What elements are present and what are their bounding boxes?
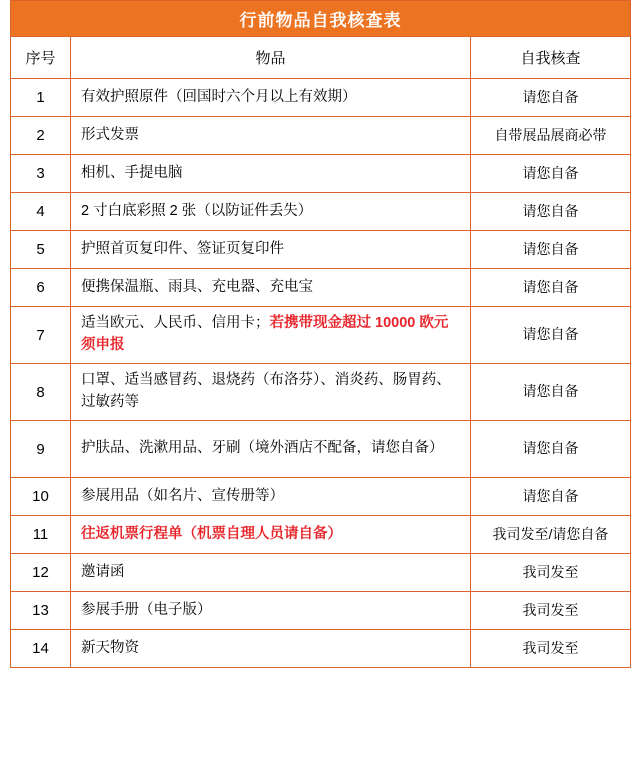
row-item	[71, 79, 471, 117]
row-check: 自带展品展商必带	[471, 117, 631, 155]
row-item	[71, 421, 471, 478]
row-item	[71, 193, 471, 231]
row-item-text: 相机、手提电脑	[81, 164, 183, 181]
table-row	[11, 554, 631, 592]
row-item	[71, 554, 471, 592]
row-number: 2	[11, 117, 71, 155]
table-row	[11, 155, 631, 193]
table-row	[11, 79, 631, 117]
row-check: 请您自备	[471, 79, 631, 117]
table-row	[11, 117, 631, 155]
checklist-table	[10, 0, 631, 668]
row-item-text: 参展用品（如名片、宣传册等）	[81, 487, 284, 504]
row-item-text: 邀请函	[81, 563, 125, 580]
row-item	[71, 307, 471, 364]
row-item	[71, 630, 471, 668]
row-item	[71, 117, 471, 155]
table-title-row	[11, 1, 631, 37]
table-row	[11, 364, 631, 421]
row-item	[71, 516, 471, 554]
table-row	[11, 269, 631, 307]
row-check: 我司发至	[471, 630, 631, 668]
table-row	[11, 421, 631, 478]
row-item-text: 口罩、适当感冒药、退烧药（布洛芬）、消炎药、肠胃药、过敏药等	[81, 372, 451, 410]
column-header-no: 序号	[11, 37, 71, 79]
row-check: 请您自备	[471, 155, 631, 193]
row-number: 4	[11, 193, 71, 231]
row-number: 10	[11, 478, 71, 516]
table-row	[11, 516, 631, 554]
row-check: 我司发至/请您自备	[471, 516, 631, 554]
document-title: 行前物品自我核查表	[11, 1, 631, 37]
table-row	[11, 478, 631, 516]
row-item-text: 参展手册（电子版）	[81, 601, 212, 618]
row-check: 我司发至	[471, 592, 631, 630]
row-number: 12	[11, 554, 71, 592]
row-check: 请您自备	[471, 478, 631, 516]
column-header-item: 物品	[71, 37, 471, 79]
table-row	[11, 231, 631, 269]
row-item-text: 护照首页复印件、签证页复印件	[81, 240, 284, 257]
row-item-text: 新天物资	[81, 639, 139, 656]
row-number: 6	[11, 269, 71, 307]
row-check: 请您自备	[471, 193, 631, 231]
row-item-text: 便携保温瓶、雨具、充电器、充电宝	[81, 278, 313, 295]
table-header-row	[11, 37, 631, 79]
row-item	[71, 478, 471, 516]
row-item-text: 适当欧元、人民币、信用卡；	[81, 315, 270, 332]
row-check: 请您自备	[471, 307, 631, 364]
row-check: 请您自备	[471, 364, 631, 421]
row-item	[71, 364, 471, 421]
row-check: 请您自备	[471, 421, 631, 478]
row-number: 1	[11, 79, 71, 117]
row-item	[71, 269, 471, 307]
row-check: 请您自备	[471, 269, 631, 307]
row-number: 3	[11, 155, 71, 193]
row-item-text: 形式发票	[81, 126, 139, 143]
row-item-text: 护肤品、洗漱用品、牙刷（境外酒店不配备，请您自备）	[81, 440, 444, 457]
table-row	[11, 592, 631, 630]
row-item-text: 有效护照原件（回国时六个月以上有效期）	[81, 88, 357, 105]
row-item-text: 2 寸白底彩照 2 张（以防证件丢失）	[81, 202, 313, 219]
row-number: 9	[11, 421, 71, 478]
row-number: 5	[11, 231, 71, 269]
table-row	[11, 193, 631, 231]
row-number: 14	[11, 630, 71, 668]
row-item	[71, 155, 471, 193]
row-number: 13	[11, 592, 71, 630]
column-header-check: 自我核查	[471, 37, 631, 79]
row-number: 7	[11, 307, 71, 364]
row-check: 请您自备	[471, 231, 631, 269]
table-row	[11, 307, 631, 364]
row-number: 11	[11, 516, 71, 554]
table-row	[11, 630, 631, 668]
row-item-highlight: 若携带现金超过 10000 欧元须申报	[81, 315, 449, 353]
row-item-text: 往返机票行程单（机票自理人员请自备）	[81, 525, 342, 542]
row-number: 8	[11, 364, 71, 421]
row-item	[71, 592, 471, 630]
row-check: 我司发至	[471, 554, 631, 592]
row-item	[71, 231, 471, 269]
